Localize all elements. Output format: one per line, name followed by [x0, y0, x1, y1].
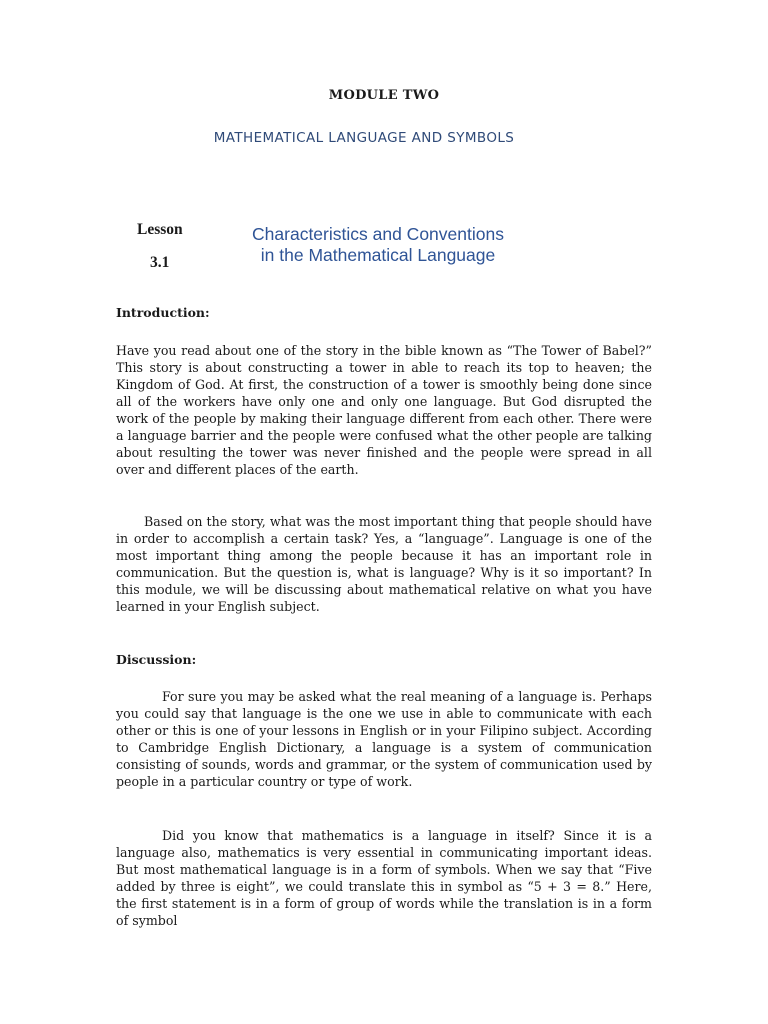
lesson-title-line1: Characteristics and Conventions — [252, 224, 504, 244]
lesson-label: Lesson — [137, 221, 183, 238]
module-title: MODULE TWO — [328, 88, 440, 103]
introduction-paragraph-2: Based on the story, what was the most important thing that people should have in order to accomplish a certain task? Yes, a “language”. Language is one of the most important thing among the people because it has an important role in communication. But the question is, what is language? Why is it so important? In this module, we will be discussing about mathematical relative on what you have learned in your English subject. — [116, 514, 652, 614]
lesson-number: 3.1 — [150, 254, 170, 271]
discussion-paragraph-1: For sure you may be asked what the real meaning of a language is. Perhaps you could say that language is the one we use in able to communicate with each other or this is one of your lessons in English or in your Filipino subject. According to Cambridge English Dictionary, a language is a system of communication consisting of sounds, words and grammar, or the system of communication used by people in a particular country or type of work. — [116, 689, 652, 789]
discussion-paragraph-2: Did you know that mathematics is a language in itself? Since it is a language also, mathematics is very essential in communicating important ideas. But most mathematical language is in a form of symbols. When we say that “Five added by three is eight”, we could translate this in symbol as “5 + 3 = 8.” Here, the first statement is in a form of group of words while the translation is in a form of symbol — [116, 828, 652, 928]
introduction-heading: Introduction: — [116, 305, 210, 320]
introduction-paragraph-1: Have you read about one of the story in the bible known as “The Tower of Babel?” This story is about constructing a tower in able to reach its top to heaven; the Kingdom of God. At first, the construction of a tower is smoothly being done since all of the workers have only one and only one language. But God disrupted the work of the people by making their language different from each other. There were a language barrier and the people were confused what the other people are talking about resulting the tower was never finished and the people were spread in all over and different places of the earth. — [116, 343, 652, 477]
discussion-heading: Discussion: — [116, 652, 197, 667]
lesson-title-line2: in the Mathematical Language — [260, 245, 496, 265]
lesson-title — [232, 224, 524, 266]
module-subtitle: MATHEMATICAL LANGUAGE AND SYMBOLS — [213, 130, 515, 146]
